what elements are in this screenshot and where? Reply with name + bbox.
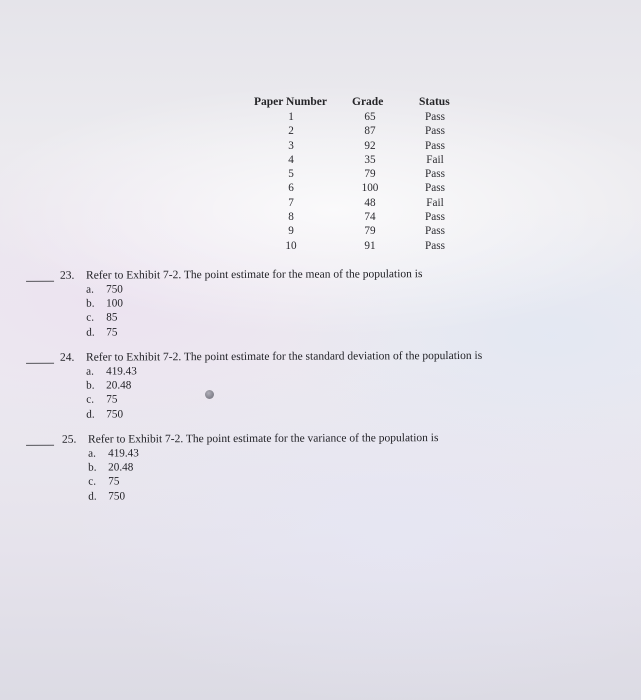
option-value: 419.43 (108, 447, 139, 460)
option-value: 750 (106, 283, 123, 296)
option-d (86, 325, 123, 339)
answer-options (86, 282, 123, 339)
paper-number-cell: 9 (288, 225, 294, 238)
status-cell: Pass (425, 168, 445, 181)
option-letter: d. (86, 408, 95, 421)
question-25 (0, 430, 641, 503)
option-value: 750 (106, 408, 124, 421)
status-cell: Fail (426, 196, 444, 209)
paper-number-cell: 2 (288, 125, 294, 138)
paper-number-cell: 5 (288, 168, 294, 181)
option-letter: a. (88, 447, 96, 460)
answer-blank-line (26, 445, 54, 446)
question-text: Refer to Exhibit 7-2. The point estimate for the standard deviation of the population is (86, 349, 483, 364)
grade-cell: 91 (364, 239, 376, 252)
question-text: Refer to Exhibit 7-2. The point estimate for the mean of the population is (86, 268, 423, 282)
grade-cell: 79 (364, 168, 376, 181)
pencil-mark (205, 390, 214, 399)
answer-blank-line (26, 281, 54, 282)
status-cell: Pass (425, 239, 445, 252)
option-d (88, 489, 139, 503)
option-b (86, 379, 137, 393)
grade-cell: 35 (364, 153, 376, 166)
question-23 (0, 266, 641, 339)
option-value: 75 (108, 475, 120, 488)
option-letter: d. (88, 490, 97, 503)
grade-cell: 79 (364, 225, 376, 238)
paper-number-cell: 4 (288, 153, 294, 166)
option-c (88, 475, 139, 489)
question-number: 23. (60, 269, 75, 282)
option-b (86, 297, 123, 311)
option-b (88, 461, 139, 475)
option-value: 20.48 (106, 379, 132, 392)
option-letter: b. (86, 297, 95, 310)
option-letter: a. (86, 365, 94, 378)
status-cell: Fail (426, 153, 444, 166)
option-value: 85 (106, 311, 118, 324)
grade-cell: 65 (364, 111, 376, 123)
question-number: 25. (62, 433, 77, 446)
grade-cell: 92 (364, 139, 376, 152)
status-cell: Pass (425, 139, 445, 152)
status-cell: Pass (425, 182, 445, 195)
paper-number-cell: 6 (288, 182, 294, 195)
answer-options (86, 364, 137, 421)
option-c (86, 311, 123, 325)
option-letter: c. (86, 393, 95, 406)
status-cell: Pass (425, 125, 445, 138)
grade-cell: 100 (361, 182, 379, 195)
status-column (418, 110, 452, 253)
paper-number-cell: 7 (288, 196, 294, 209)
option-a (88, 446, 139, 460)
header-grade: Grade (352, 96, 384, 108)
question-number: 24. (60, 351, 75, 364)
option-a (86, 364, 137, 378)
option-d (86, 407, 137, 421)
question-text: Refer to Exhibit 7-2. The point estimate for the variance of the population is (88, 432, 439, 446)
option-a (86, 282, 123, 296)
option-value: 75 (106, 393, 118, 406)
option-letter: a. (86, 283, 94, 296)
option-value: 419.43 (106, 365, 137, 378)
option-value: 20.48 (108, 461, 134, 474)
status-cell: Pass (425, 225, 445, 238)
option-value: 75 (106, 326, 118, 339)
paper-number-cell: 3 (288, 139, 294, 152)
answer-options (88, 446, 139, 503)
header-paper-number: Paper Number (254, 96, 327, 108)
status-cell: Pass (425, 111, 445, 123)
grade-column (356, 110, 384, 253)
option-letter: c. (88, 475, 97, 488)
question-24 (0, 348, 641, 421)
paper-number-cell: 10 (285, 239, 297, 252)
paper-number-cell: 8 (288, 211, 294, 224)
exhibit-table (0, 95, 641, 260)
paper-number-cell: 1 (288, 111, 294, 123)
grade-cell: 87 (364, 125, 376, 138)
option-value: 100 (106, 297, 123, 310)
header-status: Status (419, 96, 450, 108)
option-letter: d. (86, 326, 95, 339)
option-letter: b. (88, 461, 97, 474)
option-value: 750 (108, 490, 126, 503)
grade-cell: 74 (364, 211, 376, 224)
answer-blank-line (26, 363, 54, 364)
option-c (86, 393, 137, 407)
option-letter: b. (86, 379, 95, 392)
status-cell: Pass (425, 211, 445, 224)
grade-cell: 48 (364, 196, 376, 209)
paper-number-column (276, 110, 306, 253)
option-letter: c. (86, 311, 95, 324)
